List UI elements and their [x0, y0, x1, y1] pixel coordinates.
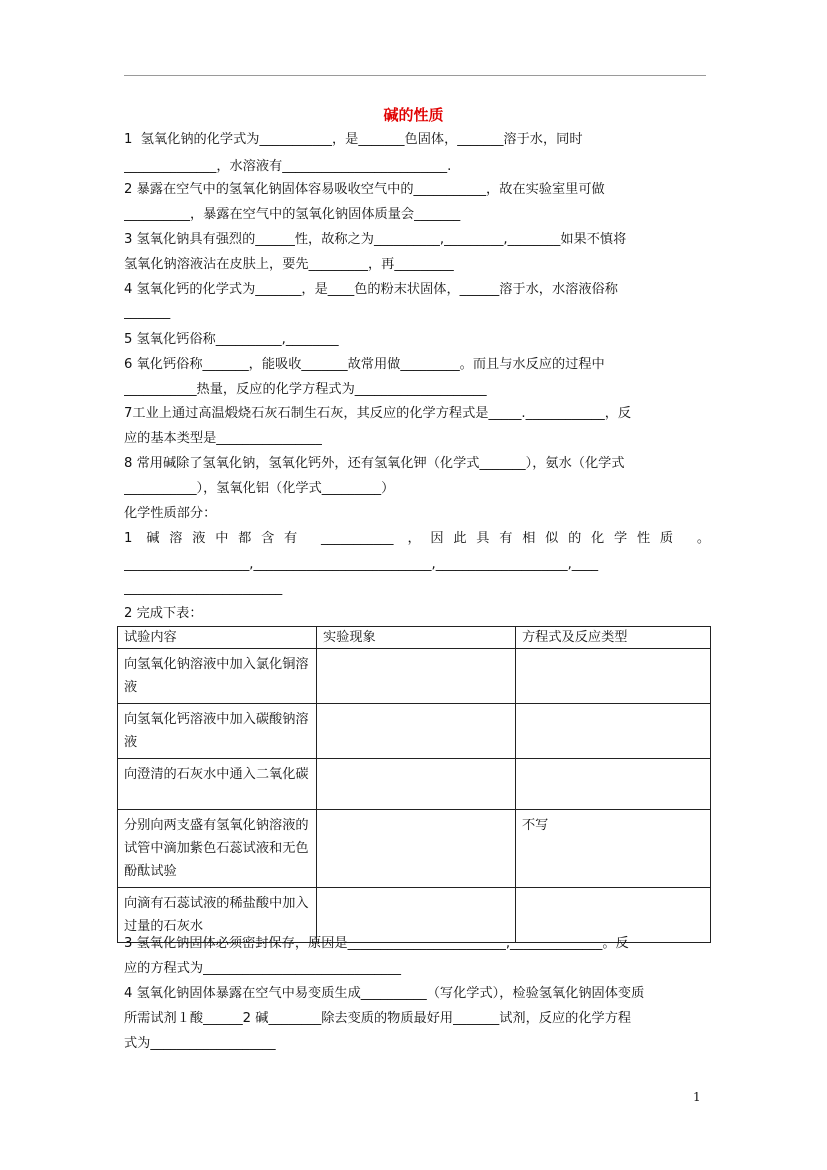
page-number: 1	[693, 1090, 701, 1104]
text-line: 3 氢氧化钠固体必须密封保存，原因是________________________,______________。反	[124, 936, 629, 951]
table-cell: 分别向两支盛有氢氧化钠溶液的试管中滴加紫色石蕊试液和无色酚酞试验	[118, 810, 317, 888]
text-line: ___________热量，反应的化学方程式为____________________	[124, 382, 487, 397]
table-cell	[516, 649, 711, 704]
header-rule	[124, 75, 706, 76]
table-cell	[317, 649, 516, 704]
table-cell: 不写	[516, 810, 711, 888]
table-cell	[317, 704, 516, 759]
section-heading: 化学性质部分：	[124, 506, 217, 521]
text-line: 7工业上通过高温煅烧石灰石制生石灰，其反应的化学方程式是_____.____________，反	[124, 406, 632, 421]
table-cell: 向氢氧化钠溶液中加入氯化铜溶液	[118, 649, 317, 704]
table-header-cell: 试验内容	[118, 627, 317, 649]
text-line: 6 氧化钙俗称_______，能吸收_______故常用做_________。而且与水反应的过程中	[124, 357, 605, 372]
table-row	[118, 649, 711, 704]
table-cell: 向氢氧化钙溶液中加入碳酸钠溶液	[118, 704, 317, 759]
text-line: __________，暴露在空气中的氢氧化钠固体质量会_______	[124, 207, 461, 222]
text-line: 8 常用碱除了氢氧化钠，氢氧化钙外，还有氢氧化钾（化学式_______），氨水（化学式	[124, 456, 625, 471]
experiment-table	[117, 626, 711, 943]
text-line: 氢氧化钠溶液沾在皮肤上，要先_________，再_________	[124, 257, 454, 272]
text-line: 3 氢氧化钠具有强烈的______性，故称之为__________,_________,________如果不慎将	[124, 232, 627, 247]
table-cell	[516, 759, 711, 810]
text-line: 1 碱溶液中都含有 ___________ ，因此具有相似的化学性质 。	[124, 531, 710, 546]
text-line: 所需试剂１酸______2 碱________除去变质的物质最好用_______试剂，反应的化学方程	[124, 1011, 632, 1026]
text-line: ________________________	[124, 581, 283, 596]
table-cell	[317, 759, 516, 810]
table-row	[118, 704, 711, 759]
table-row	[118, 759, 711, 810]
table-cell	[516, 704, 711, 759]
text-line: 4 氢氧化钙的化学式为_______，是____色的粉末状固体，______溶于水，水溶液俗称	[124, 282, 618, 297]
table-cell	[317, 810, 516, 888]
text-line: 1 氢氧化钠的化学式为___________，是_______色固体，_______溶于水，同时	[124, 132, 583, 147]
text-line: 应的基本类型是________________	[124, 431, 322, 446]
table-cell: 向澄清的石灰水中通入二氧化碳	[118, 759, 317, 810]
table-header-cell: 方程式及反应类型	[516, 627, 711, 649]
table-row	[118, 810, 711, 888]
table-header-row	[118, 627, 711, 649]
table-cell: 向滴有石蕊试液的稀盐酸中加入过量的石灰水	[118, 888, 317, 943]
text-line: 4 氢氧化钠固体暴露在空气中易变质生成__________（写化学式），检验氢氧化钠固体变质	[124, 986, 645, 1001]
text-line: ___________________,___________________________,____________________,____	[124, 557, 599, 572]
text-line: 5 氢氧化钙俗称__________,________	[124, 332, 339, 347]
text-line: 应的方程式为______________________________	[124, 961, 401, 976]
text-line: ___________），氢氧化铝（化学式_________）	[124, 481, 395, 496]
page-title: 碱的性质	[383, 106, 444, 124]
table-header-cell: 实验现象	[317, 627, 516, 649]
text-line: 2 暴露在空气中的氢氧化钠固体容易吸收空气中的___________，故在实验室里可做	[124, 182, 605, 197]
text-line: _______	[124, 305, 171, 320]
text-line: ______________，水溶液有_________________________.	[124, 159, 452, 174]
text-line: 式为___________________	[124, 1036, 276, 1051]
text-line: 2 完成下表：	[124, 606, 203, 621]
